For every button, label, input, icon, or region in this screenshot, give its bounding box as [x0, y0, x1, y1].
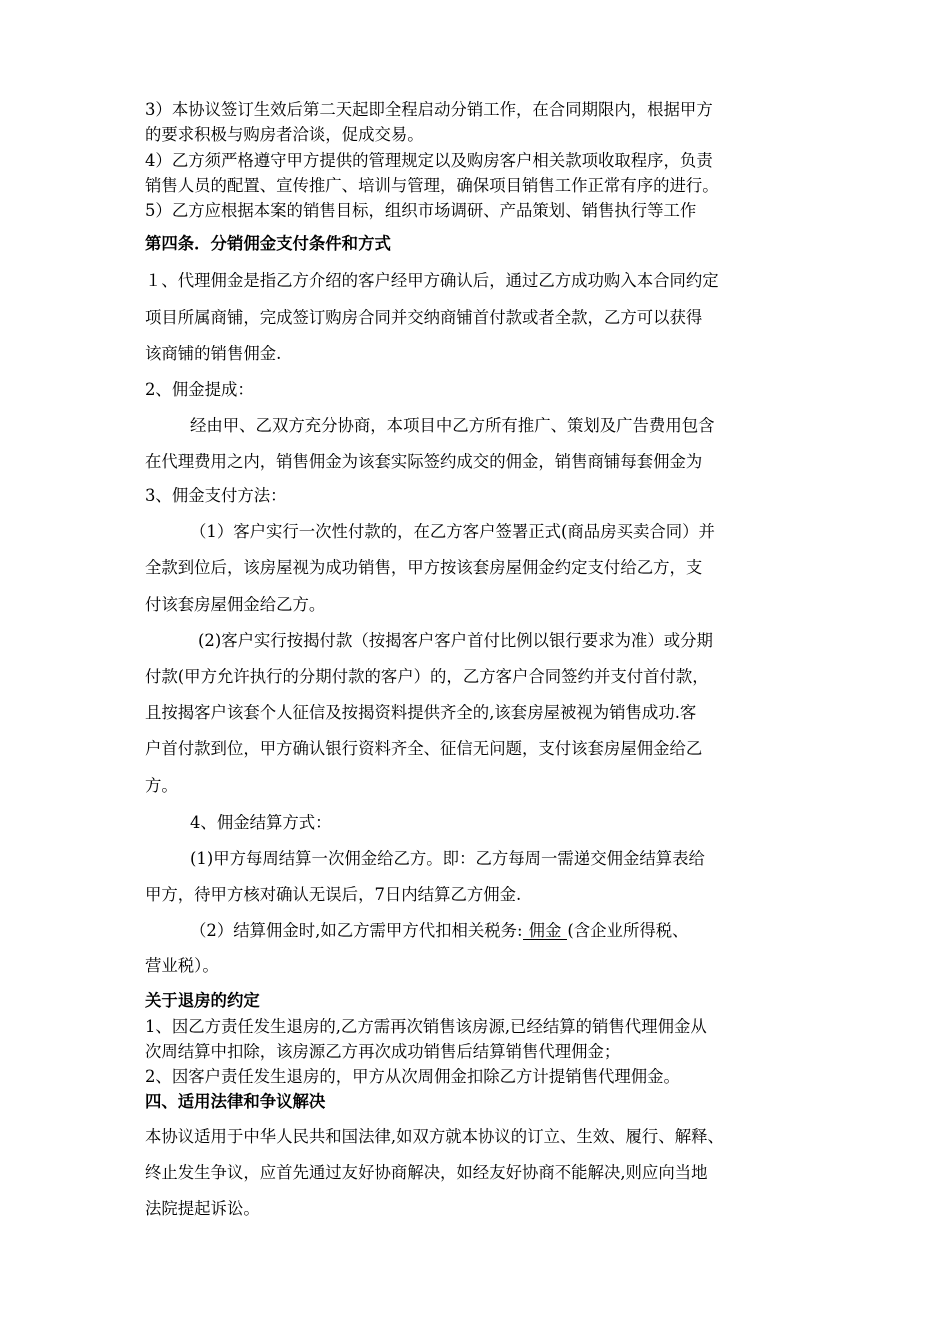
paragraph-line: （1）客户实行一次性付款的，在乙方客户签署正式(商品房买卖合同）并	[190, 522, 715, 541]
paragraph-line: 3、佣金支付方法：	[145, 486, 287, 505]
paragraph-line: 2、因客户责任发生退房的，甲方从次周佣金扣除乙方计提销售代理佣金。	[145, 1067, 680, 1086]
tax-text-suffix: (含企业所得税、	[567, 921, 689, 940]
paragraph-line: 本协议适用于中华人民共和国法律,如双方就本协议的订立、生效、履行、解释、	[145, 1127, 724, 1146]
paragraph-line: 终止发生争议，应首先通过友好协商解决，如经友好协商不能解决,则应向当地	[145, 1163, 708, 1182]
tax-text-prefix: （2）结算佣金时,如乙方需甲方代扣相关税务:	[190, 921, 523, 940]
paragraph-line: 甲方，待甲方核对确认无误后，7日内结算乙方佣金.	[145, 885, 522, 904]
paragraph-line: 次周结算中扣除，该房源乙方再次成功销售后结算销售代理佣金；	[145, 1042, 621, 1061]
paragraph-line: 4）乙方须严格遵守甲方提供的管理规定以及购房客户相关款项收取程序，负责	[145, 151, 713, 170]
paragraph-line: 4、佣金结算方式：	[190, 813, 332, 832]
paragraph-line: 项目所属商铺，完成签订购房合同并交纳商铺首付款或者全款，乙方可以获得	[145, 308, 703, 327]
paragraph-line: 2、佣金提成：	[145, 380, 254, 399]
paragraph-line: 经由甲、乙双方充分协商，本项目中乙方所有推广、策划及广告费用包含	[190, 416, 715, 435]
tax-blank-field: 佣金	[523, 922, 568, 940]
paragraph-line: 且按揭客户该套个人征信及按揭资料提供齐全的,该套房屋被视为销售成功.客	[145, 703, 697, 722]
paragraph-line: 营业税）。	[145, 956, 219, 975]
paragraph-line: (1)甲方每周结算一次佣金给乙方。即：乙方每周一需递交佣金结算表给	[190, 849, 705, 868]
paragraph-line: １、代理佣金是指乙方介绍的客户经甲方确认后，通过乙方成功购入本合同约定	[145, 271, 719, 290]
paragraph-line: 在代理费用之内，销售佣金为该套实际签约成交的佣金，销售商铺每套佣金为	[145, 452, 703, 471]
section-heading-law: 四、适用法律和争议解决	[145, 1092, 326, 1111]
paragraph-line: 1、因乙方责任发生退房的,乙方需再次销售该房源,已经结算的销售代理佣金从	[145, 1017, 707, 1036]
paragraph-line: 5）乙方应根据本案的销售目标，组织市场调研、产品策划、销售执行等工作	[145, 201, 697, 220]
paragraph-line: 付该套房屋佣金给乙方。	[145, 595, 326, 614]
paragraph-line: 的要求积极与购房者洽谈，促成交易。	[145, 125, 424, 144]
paragraph-line: 户首付款到位，甲方确认银行资料齐全、征信无问题，支付该套房屋佣金给乙	[145, 739, 703, 758]
paragraph-line: 方。	[145, 776, 178, 795]
paragraph-line: 销售人员的配置、宣传推广、培训与管理，确保项目销售工作正常有序的进行。	[145, 176, 719, 195]
section-heading-commission: 第四条．分销佣金支付条件和方式	[145, 234, 391, 253]
paragraph-line: 付款(甲方允许执行的分期付款的客户）的，乙方客户合同签约并支付首付款，	[145, 667, 709, 686]
paragraph-line: 3）本协议签订生效后第二天起即全程启动分销工作，在合同期限内，根据甲方	[145, 100, 713, 119]
paragraph-line	[190, 922, 689, 940]
paragraph-line: 法院提起诉讼。	[145, 1199, 260, 1218]
section-heading-refund: 关于退房的约定	[145, 991, 260, 1010]
paragraph-line: 该商铺的销售佣金.	[145, 344, 282, 363]
paragraph-line: (2)客户实行按揭付款（按揭客户客户首付比例以银行要求为准）或分期	[198, 631, 713, 650]
paragraph-line: 全款到位后，该房屋视为成功销售，甲方按该套房屋佣金约定支付给乙方，支	[145, 558, 703, 577]
